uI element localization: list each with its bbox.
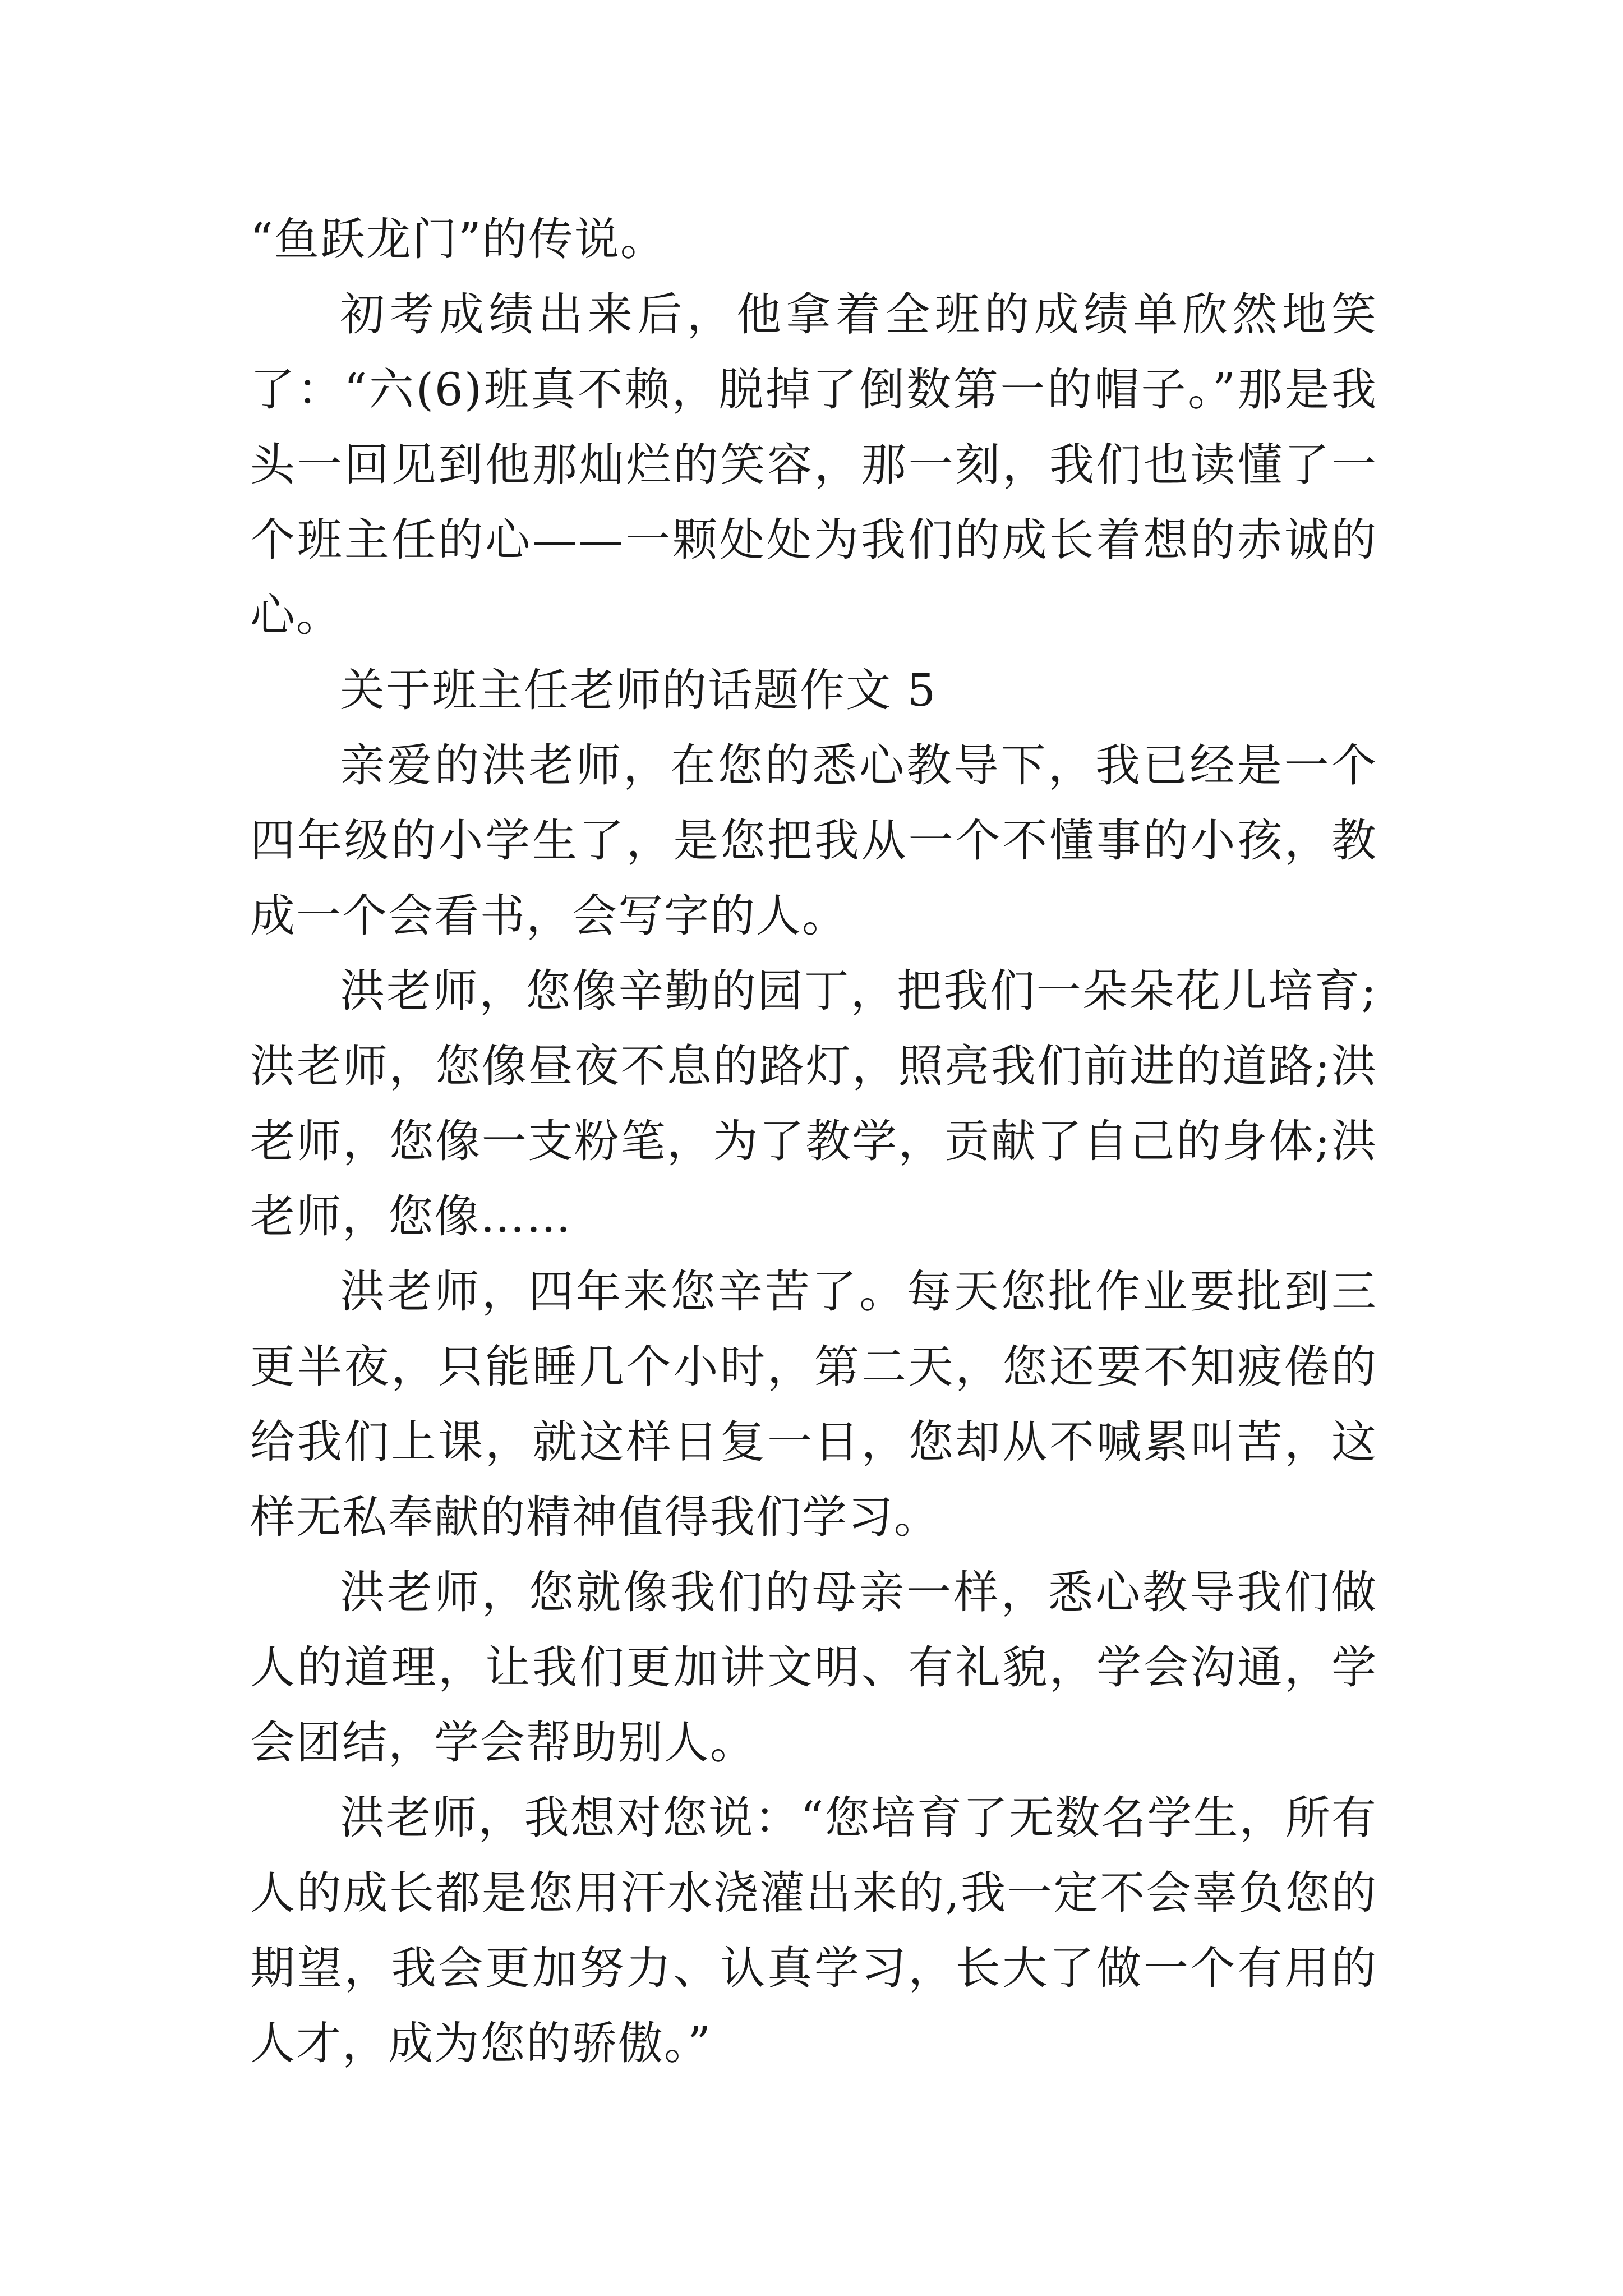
paragraph-exam-results: 初考成绩出来后，他拿着全班的成绩单欣然地笑了：“六(6)班真不赖，脱掉了倒数第一的帽子。”那是我头一回见到他那灿烂的笑容，那一刻，我们也读懂了一个班主任的心——一颗处处为我们的成长着想的赤诚的心。 <box>250 288 1377 641</box>
document-body <box>250 202 1377 2081</box>
paragraph-metaphors: 洪老师，您像辛勤的园丁，把我们一朵朵花儿培育;洪老师，您像昼夜不息的路灯，照亮我们前进的道路;洪老师，您像一支粉笔，为了教学，贡献了自己的身体;洪老师，您像…… <box>250 965 1377 1243</box>
paragraph-continuation: “鱼跃龙门”的传说。 <box>250 213 666 265</box>
paragraph-closing: 洪老师，我想对您说：“您培育了无数名学生，所有人的成长都是您用汗水浇灌出来的,我一定不会辜负您的期望，我会更加努力、认真学习，长大了做一个有用的人才，成为您的骄傲。” <box>250 1792 1377 2069</box>
section-heading: 关于班主任老师的话题作文 5 <box>340 664 937 716</box>
paragraph-hard-work: 洪老师，四年来您辛苦了。每天您批作业要批到三更半夜，只能睡几个小时，第二天，您还要不知疲倦的给我们上课，就这样日复一日，您却从不喊累叫苦，这样无私奉献的精神值得我们学习。 <box>250 1266 1377 1543</box>
paragraph-intro: 亲爱的洪老师，在您的悉心教导下，我已经是一个四年级的小学生了，是您把我从一个不懂事的小孩，教成一个会看书，会写字的人。 <box>250 739 1377 942</box>
paragraph-like-mother: 洪老师，您就像我们的母亲一样，悉心教导我们做人的道理，让我们更加讲文明、有礼貌，学会沟通，学会团结，学会帮助别人。 <box>250 1566 1377 1769</box>
